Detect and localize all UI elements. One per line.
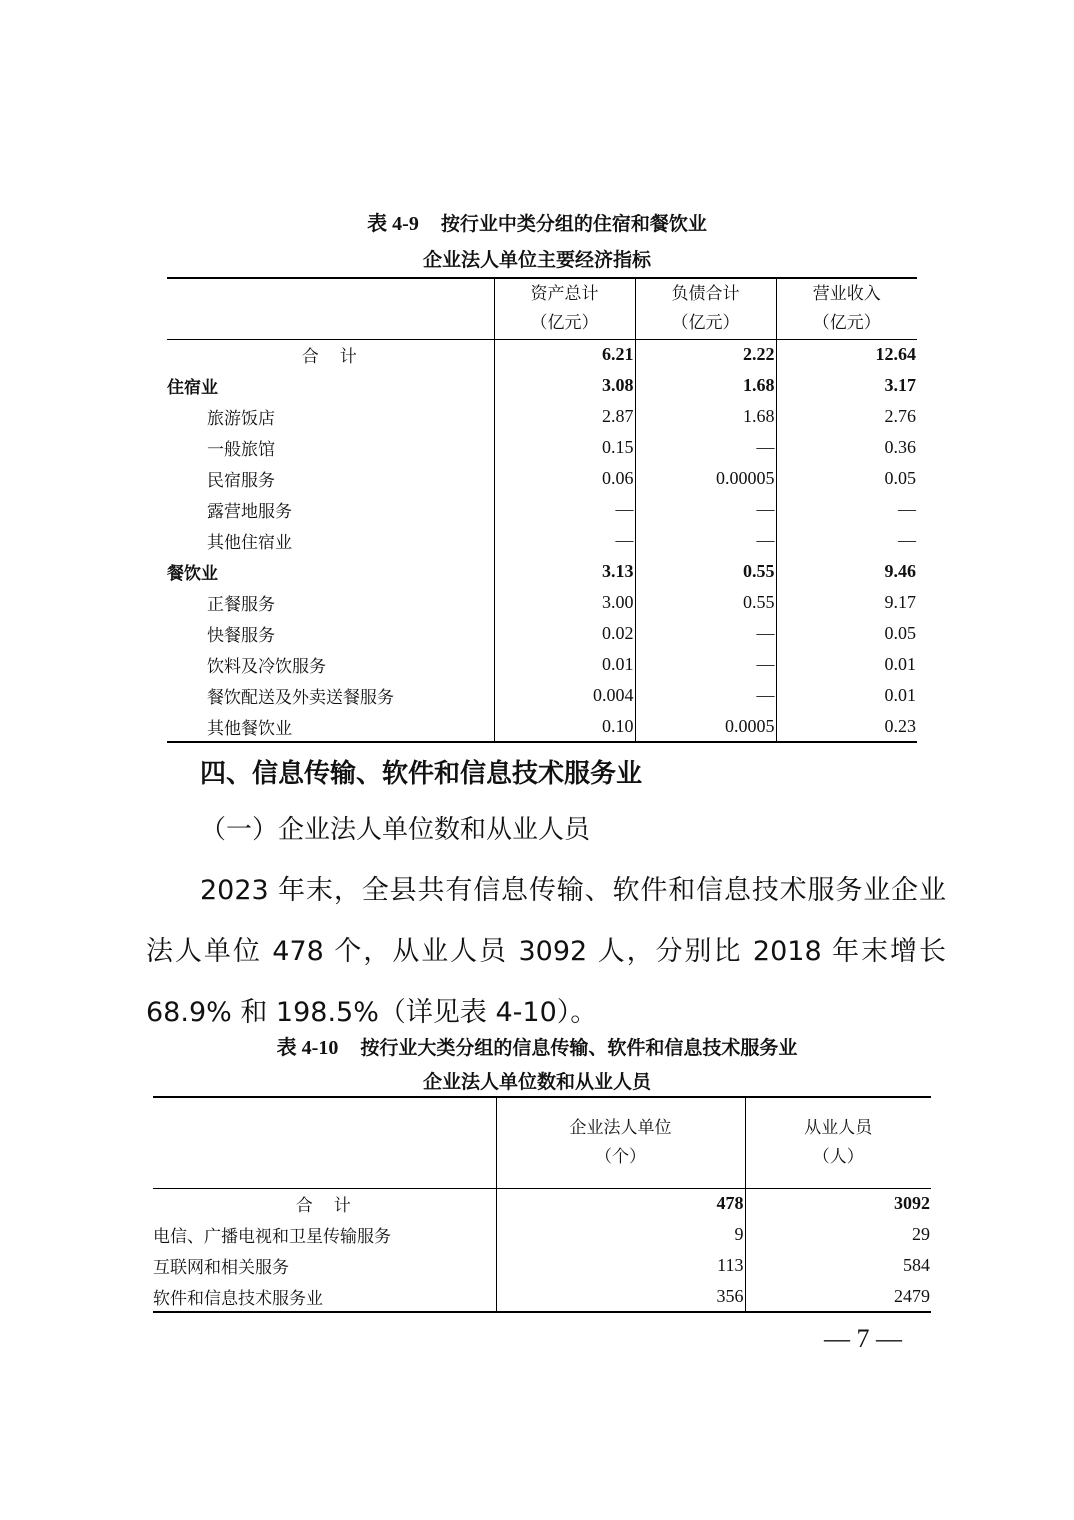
table1-caption-line2: 企业法人单位主要经济指标 (422, 249, 651, 271)
cell-value: — (635, 525, 776, 556)
cell-value: — (635, 680, 776, 711)
cell-value: 12.64 (776, 339, 917, 370)
table1-caption-line1 (0, 209, 1074, 239)
table1-total-row (167, 339, 917, 370)
col-name: 从业人员 (804, 1117, 873, 1138)
col-unit: （亿元） (671, 312, 740, 333)
table1-number: 表 4-9 (367, 213, 419, 235)
cell-value: 1.68 (635, 401, 776, 432)
subsection-heading: （一）企业法人单位数和从业人员 (200, 815, 591, 845)
cell-value: — (494, 494, 635, 525)
body-paragraph: 2023 年末，全县共有信息传输、软件和信息技术服务业企业法人单位 478 个，从业人员 3092 人，分别比 2018 年末增长 68.9% 和 198.5%（详见表 4-10）。 (146, 875, 946, 1028)
cell-value: — (494, 525, 635, 556)
section-heading: 四、信息传输、软件和信息技术服务业 (200, 759, 643, 789)
table1 (167, 277, 917, 743)
cell-value: 478 (496, 1188, 745, 1219)
col-unit: （个） (595, 1146, 646, 1167)
cell-value: 584 (745, 1250, 931, 1281)
table-row (167, 587, 917, 618)
col-name: 资产总计 (530, 283, 599, 304)
row-label: 互联网和相关服务 (153, 1258, 289, 1278)
table-row (167, 370, 917, 401)
cell-value: 0.02 (494, 618, 635, 649)
cell-value: 3092 (745, 1188, 931, 1219)
table-row (167, 649, 917, 680)
cell-value: 3.13 (494, 556, 635, 587)
cell-value: — (776, 494, 917, 525)
table-row (167, 401, 917, 432)
table-row (167, 463, 917, 494)
row-label: 正餐服务 (207, 595, 275, 615)
row-label: 一般旅馆 (207, 440, 275, 460)
row-label: 露营地服务 (207, 502, 292, 522)
row-label: 饮料及冷饮服务 (207, 657, 326, 677)
cell-value: 3.08 (494, 370, 635, 401)
cell-value: 0.004 (494, 680, 635, 711)
row-label: 住宿业 (167, 378, 218, 398)
table2-col-header (496, 1097, 745, 1188)
row-label: 旅游饭店 (207, 409, 275, 429)
table-row (153, 1281, 931, 1312)
row-label: 软件和信息技术服务业 (153, 1288, 323, 1309)
table2-header-row (153, 1097, 931, 1188)
row-label: 快餐服务 (207, 626, 275, 646)
table-row (153, 1250, 931, 1281)
table2-title-line1: 按行业大类分组的信息传输、软件和信息技术服务业 (360, 1037, 798, 1059)
cell-value: 356 (496, 1281, 745, 1312)
table2-total-row (153, 1188, 931, 1219)
cell-value: 9.17 (776, 587, 917, 618)
col-unit: （亿元） (812, 312, 881, 333)
table1-col-header (635, 278, 776, 339)
cell-value: 0.06 (494, 463, 635, 494)
table2-caption-line2: 企业法人单位数和从业人员 (422, 1071, 651, 1093)
table-row (167, 494, 917, 525)
row-label: 其他餐饮业 (207, 718, 292, 739)
table-row (167, 711, 917, 742)
cell-value: 0.23 (776, 711, 917, 742)
table-row (167, 556, 917, 587)
col-name: 企业法人单位 (569, 1117, 672, 1138)
table1-title-line1: 按行业中类分组的住宿和餐饮业 (440, 213, 707, 235)
row-label: 民宿服务 (207, 471, 275, 491)
row-label: 合 计 (295, 1196, 353, 1217)
table-row (167, 525, 917, 556)
cell-value: 0.01 (776, 680, 917, 711)
table1-col-header (494, 278, 635, 339)
table1-header-blank (167, 278, 494, 339)
row-label: 餐饮业 (167, 564, 218, 584)
cell-value: — (635, 432, 776, 463)
cell-value: 0.05 (776, 463, 917, 494)
cell-value: 0.15 (494, 432, 635, 463)
table-row (167, 618, 917, 649)
cell-value: 0.01 (494, 649, 635, 680)
cell-value: 0.0005 (635, 711, 776, 742)
table2-caption-line1 (0, 1033, 1074, 1063)
cell-value: — (635, 618, 776, 649)
row-label: 合 计 (301, 347, 359, 368)
table1-header-row (167, 278, 917, 339)
table1-col-header (776, 278, 917, 339)
table-row (167, 680, 917, 711)
cell-value: 0.01 (776, 649, 917, 680)
cell-value: 9 (496, 1219, 745, 1250)
table2 (153, 1096, 931, 1313)
cell-value: 2.76 (776, 401, 917, 432)
cell-value: 9.46 (776, 556, 917, 587)
row-label: 其他住宿业 (207, 533, 292, 553)
table2-number: 表 4-10 (276, 1037, 339, 1059)
col-name: 负债合计 (671, 283, 740, 304)
table-row (167, 432, 917, 463)
page-number: — 7 — (824, 1324, 902, 1353)
table2-header-blank (153, 1097, 496, 1188)
cell-value: — (776, 525, 917, 556)
cell-value: 0.00005 (635, 463, 776, 494)
cell-value: 2479 (745, 1281, 931, 1312)
cell-value: — (635, 494, 776, 525)
cell-value: 0.55 (635, 556, 776, 587)
cell-value: 1.68 (635, 370, 776, 401)
col-unit: （人） (812, 1146, 864, 1167)
table-row (153, 1219, 931, 1250)
cell-value: 3.00 (494, 587, 635, 618)
cell-value: 0.05 (776, 618, 917, 649)
table2-col-header (745, 1097, 931, 1188)
cell-value: 3.17 (776, 370, 917, 401)
cell-value: 6.21 (494, 339, 635, 370)
cell-value: 113 (496, 1250, 745, 1281)
cell-value: 0.10 (494, 711, 635, 742)
cell-value: 0.36 (776, 432, 917, 463)
cell-value: — (635, 649, 776, 680)
cell-value: 2.22 (635, 339, 776, 370)
cell-value: 0.55 (635, 587, 776, 618)
cell-value: 2.87 (494, 401, 635, 432)
col-name: 营业收入 (812, 283, 881, 304)
row-label: 餐饮配送及外卖送餐服务 (207, 688, 394, 708)
col-unit: （亿元） (530, 312, 599, 333)
cell-value: 29 (745, 1219, 931, 1250)
row-label: 电信、广播电视和卫星传输服务 (153, 1227, 391, 1247)
